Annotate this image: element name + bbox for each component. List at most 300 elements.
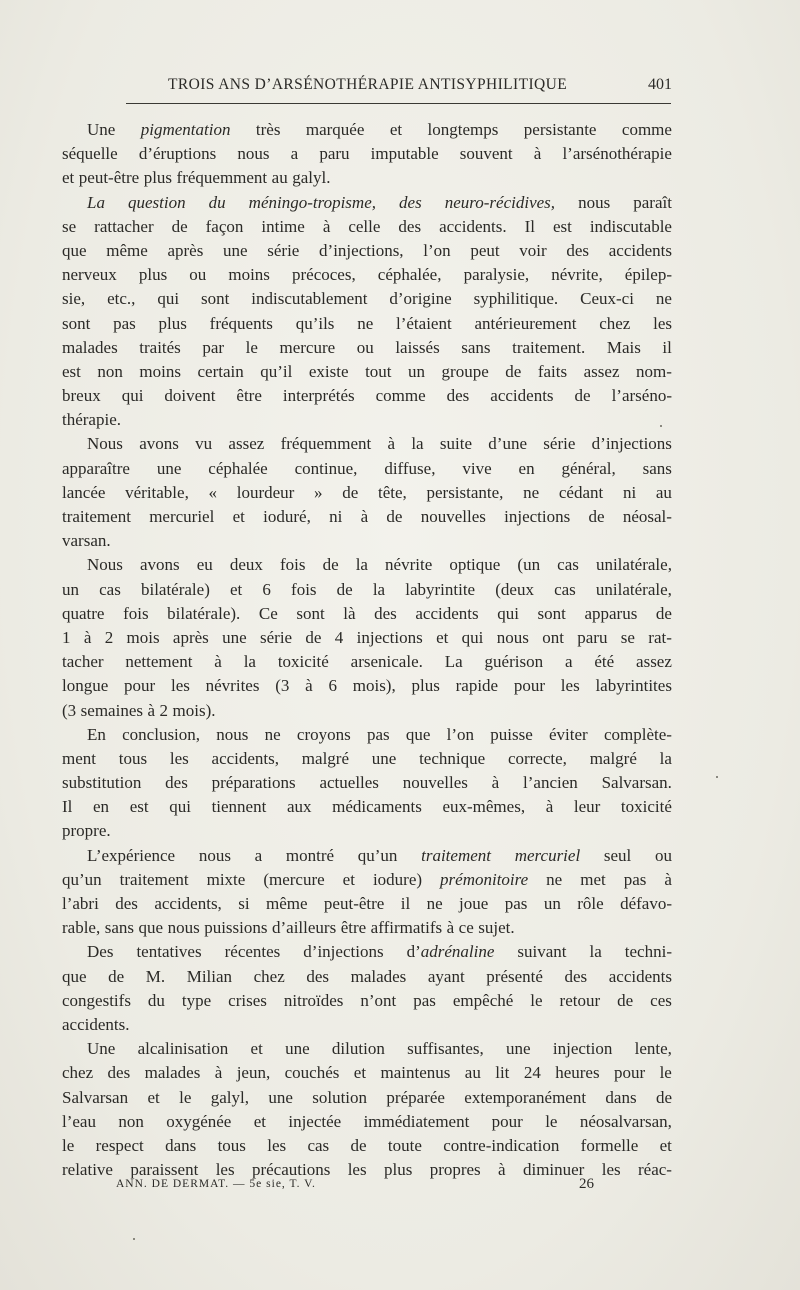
word: avons (139, 555, 180, 575)
word: et (250, 1039, 263, 1059)
word: sans (642, 458, 672, 478)
word: en (93, 797, 110, 817)
word: quatre (62, 603, 105, 623)
word: persistante (523, 120, 597, 139)
word: techni- (624, 942, 672, 962)
word: a (290, 144, 299, 164)
word: ayant (427, 966, 465, 986)
word: des (398, 216, 422, 236)
word: véritable, (125, 482, 189, 502)
word: nous (237, 144, 270, 164)
word: pour (124, 676, 156, 696)
text-line (62, 1013, 672, 1037)
word: une (371, 748, 397, 768)
word: (3 (62, 700, 77, 720)
word: contre-indication (443, 1135, 560, 1155)
word: 6 (328, 676, 337, 696)
word: nous (578, 192, 611, 212)
word: met (580, 869, 606, 889)
word: à (322, 216, 331, 236)
text-line (62, 795, 672, 819)
text-line (62, 844, 672, 868)
word: non (118, 1111, 144, 1131)
word: paru (577, 627, 608, 647)
word: même (265, 894, 308, 913)
word: qu’un (62, 869, 102, 889)
word: qu’ils (295, 313, 335, 333)
word: les (653, 313, 672, 333)
word: médicaments (332, 797, 422, 817)
word: série (267, 240, 300, 260)
word: ne (357, 313, 374, 333)
word: malgré (589, 748, 637, 768)
word: bilatérale) (140, 579, 210, 599)
word: pas (413, 990, 436, 1010)
word: ce (458, 918, 474, 938)
word: la (659, 748, 672, 768)
word: et (147, 1087, 160, 1107)
word: pour (491, 1111, 523, 1131)
word: plus (411, 676, 440, 696)
word: des (446, 386, 470, 406)
word: sans (104, 918, 135, 938)
word: de (305, 627, 322, 647)
word: arsenicale. (350, 652, 423, 672)
word: (3 (275, 676, 290, 696)
word: chez (253, 966, 285, 986)
word: mixte (206, 869, 246, 889)
word: à (214, 652, 222, 672)
word: croyons (296, 724, 351, 744)
word: moins (139, 361, 181, 381)
word: à (498, 1160, 506, 1180)
word: précoces, (291, 265, 356, 285)
word: est (129, 797, 149, 817)
word: unilatérale, (595, 555, 672, 575)
word: accidents (490, 386, 554, 406)
word: les (267, 1135, 287, 1155)
word: nom- (636, 361, 672, 381)
word: pour (513, 676, 546, 696)
word: de (342, 482, 359, 502)
word: cas (99, 579, 121, 599)
word: actuelles (319, 773, 379, 793)
word: névrites (205, 676, 260, 696)
word: mercuriel (149, 507, 215, 526)
word: rôle (577, 894, 604, 913)
word: lit (495, 1063, 510, 1083)
word: injection (552, 1039, 613, 1059)
text-line (62, 819, 672, 843)
word: imputable (370, 144, 439, 164)
text-line (62, 1110, 672, 1134)
word: Mais (606, 337, 641, 357)
word: néosalvarsan, (579, 1111, 672, 1131)
word: suite (439, 434, 472, 454)
text-line (62, 191, 672, 215)
word: ont (542, 627, 564, 647)
word: d’éruptions (138, 144, 217, 164)
word: eux-mêmes, (442, 797, 526, 817)
word: ou (654, 845, 672, 865)
word: puisse (490, 724, 533, 744)
word: varsan. (62, 531, 111, 551)
word: fréquemment (280, 434, 372, 454)
word: prémonitoire (440, 869, 529, 889)
word: M. (145, 966, 166, 986)
word: lente, (634, 1039, 672, 1059)
text-line (62, 747, 672, 771)
word: après (172, 627, 209, 647)
word: indiscutablement (251, 289, 368, 309)
word: les (347, 1160, 367, 1180)
word: ne (264, 724, 281, 744)
word: fréquents (209, 313, 273, 333)
word: céphalée, (377, 265, 442, 285)
word: Nous (87, 434, 123, 454)
text-line (62, 674, 672, 698)
word: breux (62, 386, 101, 406)
word: respect (95, 1135, 144, 1155)
word: pas (623, 869, 647, 889)
word: et (232, 507, 245, 526)
page-number: 401 (648, 76, 672, 93)
word: l’eau (62, 1111, 96, 1131)
word: sans (461, 337, 491, 357)
text-line (62, 263, 672, 287)
word: paraissent (130, 1160, 199, 1180)
word: comme (621, 120, 672, 139)
word: ne (655, 289, 672, 309)
word: malades (144, 1063, 201, 1083)
word: sont (62, 313, 91, 333)
text-line (62, 505, 672, 529)
word: l’ancien (523, 773, 578, 793)
word: technique (419, 748, 486, 768)
word: le (62, 1135, 75, 1155)
word: sont (537, 603, 566, 623)
word: 6 (262, 579, 271, 599)
word: à (664, 869, 672, 889)
word: ces (650, 990, 672, 1010)
word: nous (496, 627, 529, 647)
word: tous (217, 1135, 246, 1155)
word: l’on (423, 240, 451, 260)
word: dans (605, 1087, 637, 1107)
word: pour (614, 1063, 646, 1083)
word: et (389, 120, 403, 139)
word: une (268, 1087, 293, 1107)
word: accidents (415, 603, 479, 623)
word: là (343, 603, 356, 623)
word: injections (356, 627, 423, 647)
word: et (230, 579, 243, 599)
word: qui (169, 797, 191, 817)
word: nettement (125, 652, 193, 672)
word: céphalée (208, 458, 268, 478)
word: de (322, 555, 339, 575)
word: deux (229, 555, 263, 575)
word: accidents. (439, 216, 507, 236)
word: présenté (486, 966, 543, 986)
word: être (236, 386, 262, 406)
text-line (62, 650, 672, 674)
text-line (62, 408, 672, 432)
word: propres (429, 1160, 481, 1180)
word: un (408, 361, 426, 381)
word: certain (197, 361, 244, 381)
word: » (314, 482, 323, 502)
word: Ceux-ci (580, 289, 634, 309)
word: dans (165, 1135, 197, 1155)
word: par (202, 337, 225, 357)
word: apparus (584, 603, 638, 623)
text-line (62, 723, 672, 747)
word: des (399, 192, 422, 212)
text-line (62, 868, 672, 892)
word: celle (348, 216, 381, 236)
text-line (62, 892, 672, 916)
text-line (62, 384, 672, 408)
word: et (436, 627, 449, 647)
word: façon (205, 216, 244, 236)
running-head (62, 76, 672, 98)
word: plus (158, 313, 187, 333)
word: Il (524, 216, 535, 236)
word: n’ont (360, 990, 397, 1010)
word: ment (62, 748, 96, 768)
word: rable, (62, 918, 101, 938)
word: 4 (334, 627, 344, 647)
word: peut (470, 240, 500, 260)
word: un (543, 894, 561, 913)
word: toute (387, 1135, 422, 1155)
word: injectée (288, 1111, 342, 1131)
word: qu’il (260, 361, 293, 381)
word: La (444, 652, 463, 672)
word: de (171, 216, 188, 236)
text-line (62, 1061, 672, 1085)
word: nouvelles (402, 773, 468, 793)
word: des (374, 603, 397, 623)
word: une (156, 458, 182, 478)
word: empêché (452, 990, 514, 1010)
word: au (464, 1063, 481, 1083)
word: assez (583, 361, 620, 381)
word: tous (118, 748, 148, 768)
paper-speck (716, 776, 718, 778)
word: retour (559, 990, 601, 1010)
word: de (617, 990, 634, 1010)
word: d’injections (591, 434, 672, 454)
word: d’origine (389, 289, 452, 309)
word: Une (87, 120, 116, 139)
word: des (165, 773, 188, 793)
word: rattacher (94, 216, 154, 236)
word: cédant (558, 482, 604, 502)
word: accidents. (62, 1014, 130, 1034)
word: tentatives (136, 942, 202, 962)
word: peut-être (323, 894, 385, 913)
word: à (305, 676, 313, 696)
text-line (62, 916, 672, 940)
word: lancée (62, 482, 106, 502)
word: La (87, 192, 105, 212)
word: rat- (648, 627, 672, 647)
word: solution (312, 1087, 368, 1107)
word: galyl, (210, 1087, 249, 1107)
word: puissions (204, 918, 268, 938)
word: ni (622, 482, 637, 502)
word: intime (261, 216, 305, 236)
word: paralysie, (463, 265, 530, 285)
word: a (254, 845, 263, 865)
paper-speck (133, 1238, 135, 1240)
word: doivent (164, 386, 216, 406)
word: substitution (62, 773, 142, 793)
word: comme (375, 386, 426, 406)
word: Salvarsan (62, 1087, 129, 1107)
word: des (306, 966, 330, 986)
word: du (147, 990, 165, 1010)
word: très (255, 120, 281, 139)
word: nouvelles (420, 507, 486, 526)
text-line (62, 457, 672, 481)
word: immédiatement (363, 1111, 470, 1131)
word: suivant (517, 942, 567, 962)
word: galyl. (292, 168, 331, 188)
word: propre. (62, 821, 111, 841)
word: interprétés (282, 386, 355, 406)
word: à (147, 700, 156, 720)
word: névrite, (551, 265, 603, 285)
word: méningo-tropisme, (248, 192, 376, 212)
word: neuro-récidives, (444, 192, 556, 212)
word: plus (383, 1160, 413, 1180)
word: l’arsénothérapie (562, 144, 672, 164)
word: groupe (441, 361, 489, 381)
word: 2 (104, 627, 114, 647)
word: si (238, 894, 250, 913)
word: ioduré, (263, 507, 311, 526)
word: le (659, 1063, 672, 1083)
word: la (372, 579, 386, 599)
word: plus (143, 168, 173, 188)
word: des (566, 240, 590, 260)
word: « (208, 482, 218, 502)
word: heures (555, 1063, 600, 1083)
word: relative (62, 1160, 113, 1180)
word: paraît (633, 192, 672, 212)
word: séquelle (62, 144, 118, 164)
word: continue, (294, 458, 358, 478)
word: d’une (488, 434, 527, 454)
word: de (336, 579, 353, 599)
word: ou (356, 337, 374, 357)
word: vive (462, 458, 492, 478)
word: syphilitique. (473, 289, 559, 309)
word: la (589, 942, 602, 962)
word: à (387, 434, 396, 454)
word: même (106, 240, 148, 260)
word: 1 (62, 627, 71, 647)
word: formelle (580, 1135, 639, 1155)
word: pas (113, 313, 136, 333)
word: de (108, 966, 125, 986)
word: eu (196, 555, 213, 575)
word: une (223, 240, 248, 260)
word: crises (228, 990, 267, 1010)
word: malgré (301, 748, 349, 768)
word: préparée (386, 1087, 445, 1107)
text-line (62, 965, 672, 989)
word: des (564, 966, 588, 986)
word: défavo- (620, 894, 672, 913)
word: maintenus (380, 1063, 451, 1083)
word: toxicité (620, 797, 672, 817)
word: le (179, 1087, 192, 1107)
word: est (552, 216, 572, 236)
word: Ce (258, 603, 278, 623)
word: précautions (251, 1160, 331, 1180)
word: marquée (305, 120, 365, 139)
word: question (128, 192, 186, 212)
word: fois (123, 603, 149, 623)
word: injections (504, 507, 571, 526)
word: récentes (224, 942, 281, 962)
word: (deux (495, 579, 534, 599)
word: en (518, 458, 535, 478)
word: le (530, 990, 543, 1010)
word: et (659, 1135, 672, 1155)
text-line (62, 529, 672, 553)
word: et (353, 1063, 367, 1083)
word: de (505, 361, 522, 381)
word: qui (461, 627, 484, 647)
word: de (588, 507, 605, 526)
word: tiennent (211, 797, 267, 817)
word: été (594, 652, 615, 672)
word: dilution (331, 1039, 385, 1059)
word: Il (62, 797, 73, 817)
word: persistante, (426, 482, 504, 502)
word: Salvarsan. (601, 773, 672, 793)
word: bilatérale). (167, 603, 241, 623)
word: guérison (484, 652, 544, 672)
word: correcte, (507, 748, 567, 768)
word: il (662, 337, 672, 357)
text-line (62, 553, 672, 577)
word: série (543, 434, 576, 454)
word: iodure) (372, 869, 423, 889)
word: une (285, 1039, 310, 1059)
word: rapide (455, 676, 499, 696)
header-rule (126, 103, 671, 104)
word: à (214, 1063, 223, 1083)
word: extemporanément (464, 1087, 587, 1107)
word: montré (285, 845, 335, 865)
word: à (83, 627, 92, 647)
word: nous (198, 845, 231, 865)
word: ne (523, 482, 540, 502)
word: épilep- (624, 265, 672, 285)
word: faits (537, 361, 568, 381)
word: nerveux (62, 265, 117, 285)
word: l’abri (62, 894, 99, 913)
word: à (533, 144, 542, 164)
word: indiscutable (589, 216, 672, 236)
word: alcalinisation (137, 1039, 229, 1059)
